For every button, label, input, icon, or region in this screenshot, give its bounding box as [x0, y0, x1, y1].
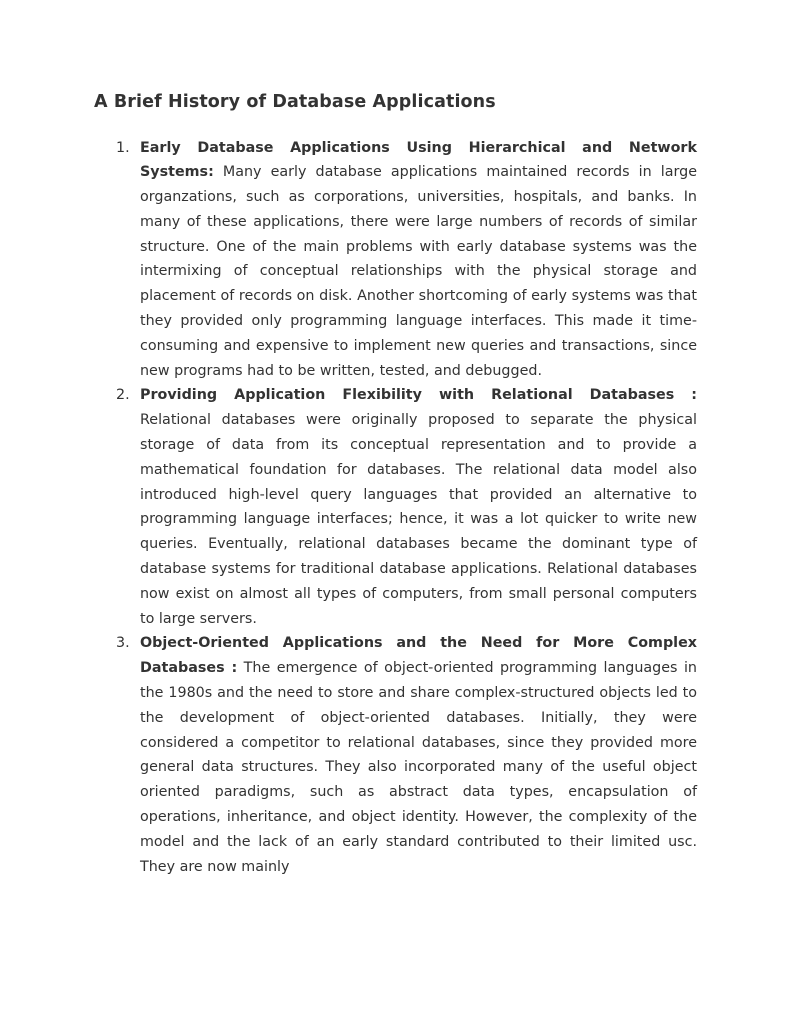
item-body: The emergence of object-oriented programming languages in the 1980s and the need to store and share complex-structured objects led to the development of object-oriented databases. Initially, they were considered a competitor to relational databases, since they provided more general data structures. They also incorporated many of the useful object oriented paradigms, such as abstract data types, encapsulation of operations, inheritance, and object identity. However, the complexity of the model and the lack of an early standard contributed to their limited usc. They are now mainly	[140, 660, 697, 875]
page-title: A Brief History of Database Applications	[94, 92, 496, 112]
item-heading: Providing Application Flexibility with Relational Databases :	[140, 387, 697, 404]
item-heading: Early Database Applications Using Hierarchical and Network Systems:	[140, 139, 697, 181]
item-heading: Object-Oriented Applications and the Need for More Complex Databases :	[140, 635, 697, 677]
item-number: 2.	[116, 387, 130, 404]
history-list	[116, 136, 697, 880]
list-item-1	[116, 136, 697, 384]
list-item-2	[116, 383, 697, 631]
item-body: Relational databases were originally proposed to separate the physical storage of data from its conceptual representation and to provide a mathematical foundation for databases. The relational data model also introduced high-level query languages that provided an alternative to programming language interfaces; hence, it was a lot quicker to write new queries. Eventually, relational databases became the dominant type of database systems for traditional database applications. Relational databases now exist on almost all types of computers, from small personal computers to large servers.	[140, 412, 697, 627]
list-item-3	[116, 631, 697, 879]
item-body: Many early database applications maintained records in large organzations, such as corporations, universities, hospitals, and banks. In many of these applications, there were large numbers of records of similar structure. One of the main problems with early database systems was the intermixing of conceptual relationships with the physical storage and placement of records on disk. Another shortcoming of early systems was that they provided only programming language interfaces. This made it time-consuming and expensive to implement new queries and transactions, since new programs had to be written, tested, and debugged.	[140, 164, 697, 379]
item-number: 1.	[116, 139, 130, 156]
item-number: 3.	[116, 635, 130, 652]
